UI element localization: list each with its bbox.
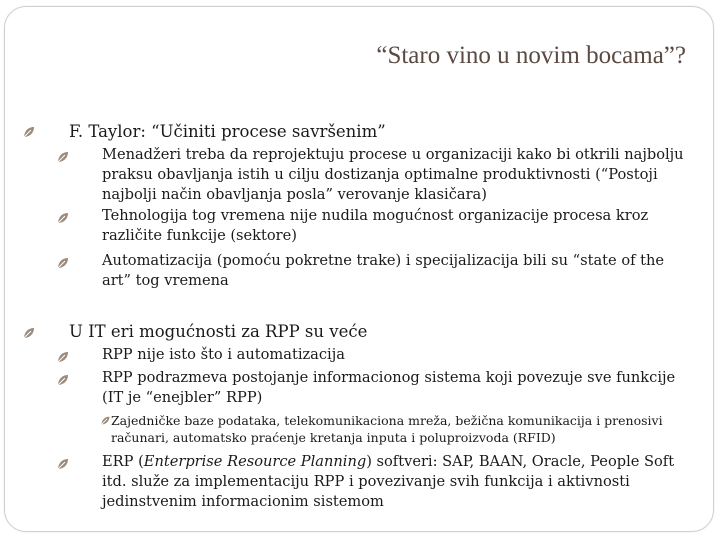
leaf-bullet-icon xyxy=(56,457,70,471)
leaf-bullet-icon xyxy=(100,415,111,426)
leaf-bullet-icon xyxy=(22,125,36,139)
bullet-erp-software xyxy=(102,452,692,512)
leaf-bullet-icon xyxy=(56,350,70,364)
leaf-bullet-icon xyxy=(22,326,36,340)
erp-text-post: ) softveri: SAP, BAAN, Oracle, People Soft itd. služe za implementaciju RPP i povezivanje svih funkcija i aktivnosti jedinstvenim informacionim sistemom xyxy=(102,453,675,510)
leaf-bullet-icon xyxy=(56,211,70,225)
erp-text-pre: ERP ( xyxy=(102,453,144,470)
bullet-rpp-not-automation: RPP nije isto što i automatizacija xyxy=(102,346,345,363)
slide-title: “Staro vino u novim bocama”? xyxy=(376,42,686,69)
bullet-rpp-information-system: RPP podrazmeva postojanje informacionog sistema koji povezuje sve funkcije (IT je “enejbler” RPP) xyxy=(102,369,676,406)
leaf-bullet-icon xyxy=(56,150,70,164)
bullet-it-era: U IT eri mogućnosti za RPP su veće xyxy=(69,322,368,341)
bullet-taylor-automation: Automatizacija (pomoću pokretne trake) i specijalizacija bili su “state of the art” tog vremena xyxy=(102,252,665,289)
erp-text-emphasis: Enterprise Resource Planning xyxy=(143,453,367,470)
bullet-taylor: F. Taylor: “Učiniti procese savršenim” xyxy=(69,122,386,141)
leaf-bullet-icon xyxy=(56,373,70,387)
bullet-taylor-managers: Menadžeri treba da reprojektuju procese u organizaciji kako bi otkrili najbolju praksu obavljanja istih u cilju dostizanja optimalne produktivnosti (“Postoji najbolji način obavljanja posla” verovanje klasičara) xyxy=(102,146,684,203)
bullet-shared-databases-text: Zajedničke baze podataka, telekomunikaciona mreža, bežična komunikacija i prenosivi računari, automatsko praćenje kretanja inputa i poluproizvoda (RFID) xyxy=(111,413,663,445)
bullet-shared-databases xyxy=(111,412,681,446)
bullet-taylor-technology: Tehnologija tog vremena nije nudila mogućnost organizacije procesa kroz različite funkcije (sektore) xyxy=(102,207,649,244)
leaf-bullet-icon xyxy=(56,256,70,270)
